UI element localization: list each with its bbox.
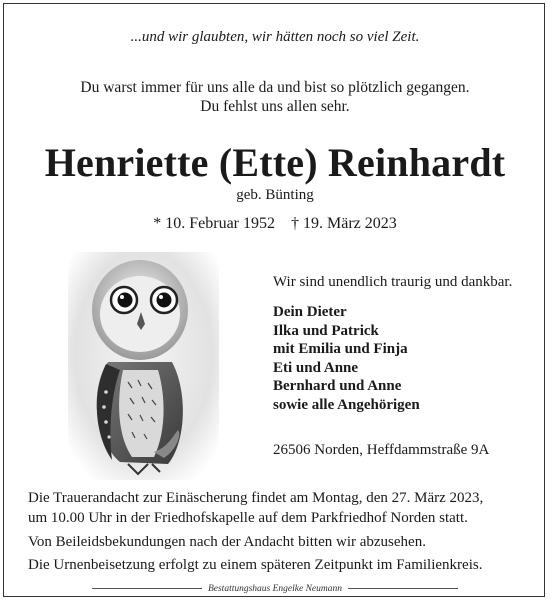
deceased-name: Henriette (Ette) Reinhardt [44,140,506,185]
opening-quote: ...und wir glaubten, wir hätten noch so viel Zeit. [130,29,420,45]
funeral-home-name: Bestattungshaus Engelke Neumann [207,584,343,594]
funeral-home-footer [0,584,550,596]
family-member: mit Emilia und Finja [273,341,408,358]
death-date: † 19. März 2023 [291,215,397,232]
family-list [273,303,420,415]
maiden-name: geb. Bünting [236,187,314,203]
verse-line-2: Du fehlst uns allen sehr. [200,98,350,115]
service-line-1: Die Trauerandacht zur Einäscherung findet am Montag, den 27. März 2023, [28,490,484,506]
family-member: Ilka und Patrick [273,322,379,339]
verse [0,78,550,116]
verse-line-1: Du warst immer für uns alle da und bist so plötzlich gegangen. [80,79,470,96]
birth-date: * 10. Februar 1952 [153,215,275,232]
family-member: Dein Dieter [273,304,347,320]
owl-illustration [68,252,219,480]
condolence-paragraph: Von Beileidsbekundungen nach der Andacht bitten wir abzusehen. [28,534,426,550]
family-member: sowie alle Angehörigen [273,396,420,413]
family-member: Bernhard und Anne [273,378,402,395]
life-dates [0,215,550,233]
sentiment-text: Wir sind unendlich traurig und dankbar. [273,274,513,290]
family-member: Eti und Anne [273,359,359,376]
service-paragraph [28,489,528,528]
family-address: 26506 Norden, Heffdammstraße 9A [273,442,490,458]
service-line-2: um 10.00 Uhr in der Friedhofskapelle auf dem Parkfriedhof Norden statt. [28,509,468,526]
footer-rule-right [348,588,458,589]
burial-paragraph: Die Urnenbeisetzung erfolgt zu einem späteren Zeitpunkt im Familienkreis. [28,557,483,573]
footer-rule-left [92,588,202,589]
